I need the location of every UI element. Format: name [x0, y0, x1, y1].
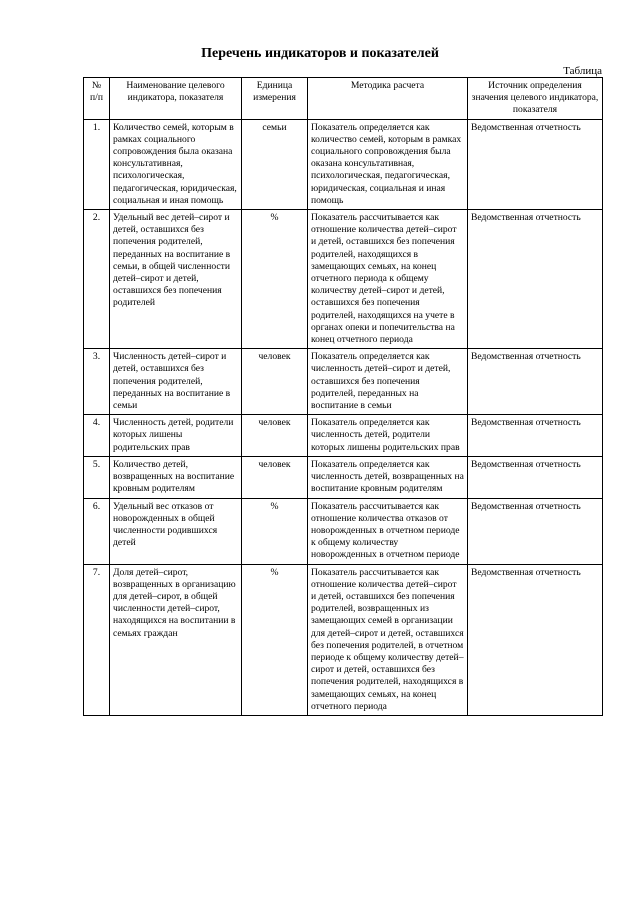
document-title: Перечень индикаторов и показателей	[201, 46, 439, 61]
calculation-method: Показатель рассчитывается как отношение количества детей–сирот и детей, оставшихся без попечения родителей, находящихся в замещающих семьях, на конец отчетного периода к общему количеству детей–сирот и детей, оставшихся без попечения родителей, находящихся на учете в органах опеки и попечительства на конец отчетного периода	[308, 210, 468, 349]
indicator-name: Численность детей–сирот и детей, оставшихся без попечения родителей, переданных на воспитание в семьи	[110, 349, 242, 415]
data-source: Ведомственная отчетность	[468, 498, 603, 564]
unit: человек	[242, 349, 308, 415]
row-number: 3.	[84, 349, 110, 415]
indicator-name: Количество детей, возвращенных на воспитание кровным родителям	[110, 456, 242, 498]
unit: %	[242, 210, 308, 349]
row-number: 6.	[84, 498, 110, 564]
calculation-method: Показатель определяется как численность детей, возвращенных на воспитание кровным родителям	[308, 456, 468, 498]
header-method: Методика расчета	[308, 78, 468, 120]
table-row	[84, 349, 603, 415]
calculation-method: Показатель определяется как количество семей, которым в рамках социального сопровождения была оказана консультативная, психологическая, педагогическая, юридическая, социальная и иная помощь	[308, 119, 468, 209]
header-unit: Единица измерения	[242, 78, 308, 120]
data-source: Ведомственная отчетность	[468, 456, 603, 498]
row-number: 7.	[84, 564, 110, 715]
calculation-method: Показатель определяется как численность детей–сирот и детей, оставшихся без попечения родителей, переданных на воспитание в семьи	[308, 349, 468, 415]
unit: семьи	[242, 119, 308, 209]
unit: человек	[242, 415, 308, 457]
row-number: 4.	[84, 415, 110, 457]
indicator-name: Численность детей, родители которых лишены родительских прав	[110, 415, 242, 457]
table-row	[84, 564, 603, 715]
indicator-name: Количество семей, которым в рамках социального сопровождения была оказана консультативная, психологическая, педагогическая, юридическая, социальная и иная помощь	[110, 119, 242, 209]
header-number: № п/п	[84, 78, 110, 120]
table-row	[84, 415, 603, 457]
indicator-name: Удельный вес отказов от новорожденных в общей численности родившихся детей	[110, 498, 242, 564]
indicator-name: Удельный вес детей–сирот и детей, оставшихся без попечения родителей, переданных на воспитание в семьи, в общей численности детей–сирот и детей, оставшихся без попечения родителей	[110, 210, 242, 349]
data-source: Ведомственная отчетность	[468, 349, 603, 415]
data-source: Ведомственная отчетность	[468, 564, 603, 715]
indicator-name: Доля детей–сирот, возвращенных в организацию для детей–сирот, в общей численности детей–сирот, находящихся на воспитании в семьях граждан	[110, 564, 242, 715]
header-source: Источник определения значения целевого индикатора, показателя	[468, 78, 603, 120]
table-header-row	[84, 78, 603, 120]
data-source: Ведомственная отчетность	[468, 119, 603, 209]
calculation-method: Показатель определяется как численность детей, родители которых лишены родительских прав	[308, 415, 468, 457]
table-caption: Таблица	[563, 65, 602, 77]
calculation-method: Показатель рассчитывается как отношение количества отказов от новорожденных в отчетном периоде к общему количеству новорожденных в отчетном периоде	[308, 498, 468, 564]
data-source: Ведомственная отчетность	[468, 415, 603, 457]
header-name: Наименование целевого индикатора, показателя	[110, 78, 242, 120]
unit: человек	[242, 456, 308, 498]
unit: %	[242, 498, 308, 564]
unit: %	[242, 564, 308, 715]
row-number: 1.	[84, 119, 110, 209]
calculation-method: Показатель рассчитывается как отношение количества детей–сирот и детей, оставшихся без попечения родителей, возвращенных из замещающих семей в организации для детей–сирот и детей, оставшихся без попечения родителей, в отчетном периоде к общему количеству детей–сирот и детей, оставшихся без попечения родителей, находящихся в замещающих семьях, на конец отчетного периода	[308, 564, 468, 715]
table-row	[84, 119, 603, 209]
data-source: Ведомственная отчетность	[468, 210, 603, 349]
indicators-table	[83, 77, 603, 716]
table-row	[84, 456, 603, 498]
table-row	[84, 210, 603, 349]
table-row	[84, 498, 603, 564]
row-number: 5.	[84, 456, 110, 498]
row-number: 2.	[84, 210, 110, 349]
